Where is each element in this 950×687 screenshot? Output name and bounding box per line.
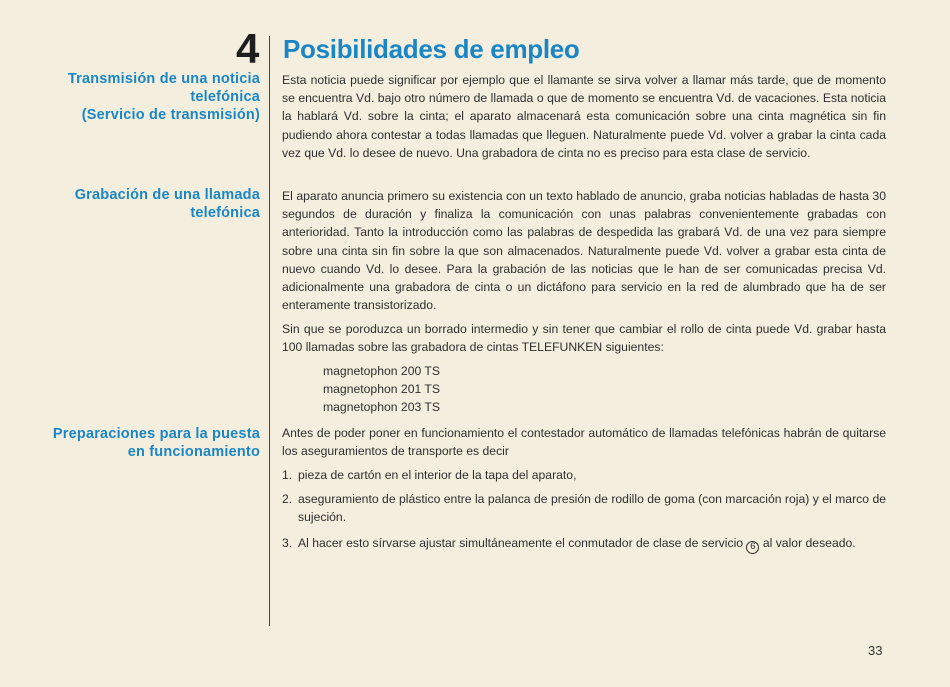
chapter-number: 4 [236,25,260,72]
model-item: magnetophon 203 TS [323,400,441,415]
sidebar-heading-line: telefónica [190,205,260,221]
list-item [282,534,886,554]
list-item-number: 2. [282,492,293,507]
sidebar-heading-preparations [18,425,260,461]
sidebar-heading-line: Transmisión de una noticia [67,71,260,87]
vertical-divider [269,36,270,626]
page-title: Posibilidades de empleo [283,34,580,64]
paragraph-preparations: Antes de poder poner en funcionamiento el contestador automático de llamadas telefónicas habrán de quitarse los aseguramientos de transporte es decir [282,426,886,459]
paragraph-recording: El aparato anuncia primero su existencia con un texto hablado de anuncio, graba noticias habladas de hasta 30 segundos de duración y finaliza la comunicación con unas palabras convenientemente grabadas con anterioridad. Tanto la introducción como las palabras de despedida las grabará Vd. de una vez para siempre sobre una cinta sin fin sobre la que son almacenados. Naturalmente puede Vd. volver a grabar esta cinta de nuevo cuando Vd. lo desee. Para la grabación de las noticias que le han de ser comunicadas precisa Vd. adicionalmente una grabadora de cinta o un dictáfono para servicio en la red de alumbrado que ha de ser enteramente transistorizado. [282,189,886,313]
list-item [282,466,886,484]
list-item-text-after: al valor deseado. [762,535,856,550]
sidebar-heading-line: (Servicio de transmisión) [81,107,260,123]
paragraph-transmission: Esta noticia puede significar por ejemplo que el llamante se sirva volver a llamar más tarde, que de momento se encuentra Vd. bajo otro número de llamada o que de momento se encuentra Vd. de vacaciones. Esta noticia la hablará Vd. sobre la cinta; el aparato almacenará esta comunicación sobre una cinta magnética sin fin pudiendo ahora contestar a todas llamadas que lleguen. Naturalmente puede Vd. volver a grabar la cinta cada vez que Vd. lo desee de nuevo. Una grabadora de cinta no es preciso para esta clase de servicio. [282,73,886,160]
model-item: magnetophon 201 TS [323,382,441,397]
sidebar-heading-line: telefónica [190,89,260,105]
circled-number-six: 6 [746,541,759,554]
list-item-number: 3. [282,535,293,550]
sidebar-heading-line: en funcionamiento [127,444,260,460]
model-item: magnetophon 200 TS [323,364,441,378]
list-item-text-before: Al hacer esto sírvarse ajustar simultáneamente el conmutador de clase de servicio [298,535,744,550]
list-item-text: pieza de cartón en el interior de la tapa del aparato, [298,468,577,482]
list-item-text [298,534,886,554]
list-item-text: aseguramiento de plástico entre la palanca de presión de rodillo de goma (con marcación roja) y el marco de sujeción. [298,492,886,525]
list-item-number: 1. [282,468,293,482]
list-item [282,490,886,526]
paragraph-capacity: Sin que se poroduzca un borrado intermedio y sin tener que cambiar el rollo de cinta puede Vd. grabar hasta 100 llamadas sobre las grabadora de cintas TELEFUNKEN siguientes: [282,322,886,355]
model-list [323,362,440,417]
sidebar-heading-line: Grabación de una llamada [74,187,260,203]
preparation-steps [282,466,886,559]
sidebar-heading-line: Preparaciones para la puesta [52,426,260,442]
page-number: 33 [868,643,883,658]
sidebar-heading-recording [18,186,260,222]
sidebar-heading-transmission [18,70,260,124]
